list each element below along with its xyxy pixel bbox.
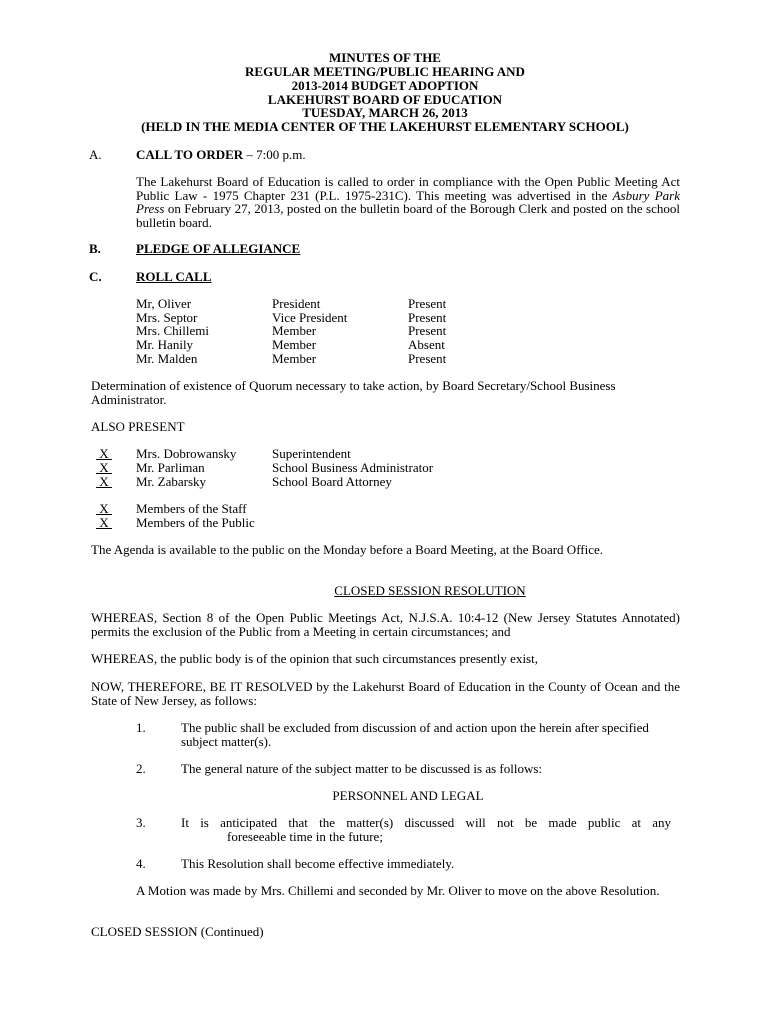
- title-line-6: (HELD IN THE MEDIA CENTER OF THE LAKEHURST ELEMENTARY SCHOOL): [141, 119, 629, 134]
- item-number: 4.: [136, 856, 146, 871]
- motion-paragraph: A Motion was made by Mrs. Chillemi and seconded by Mr. Oliver to move on the above Resolution.: [136, 883, 660, 898]
- closed-session-continued: CLOSED SESSION (Continued): [91, 924, 264, 939]
- item-number: 3.: [136, 815, 146, 830]
- member-name: Mr. Hanily: [136, 337, 194, 352]
- member-name: Mr. Malden: [136, 351, 198, 366]
- item-text: The public shall be excluded from discussion of and action upon the herein after specified subject matter(s).: [181, 720, 649, 749]
- person-title: School Business Administrator: [272, 460, 434, 475]
- item-text: This Resolution shall become effective immediately.: [181, 856, 455, 871]
- person-title: School Board Attorney: [272, 474, 392, 489]
- item-number: 2.: [136, 761, 146, 776]
- paragraph-text-end: on February 27, 2013, posted on the bulletin board of the Borough Clerk and posted on the school bulletin board.: [136, 201, 680, 230]
- call-to-order-time: – 7:00 p.m.: [243, 147, 306, 162]
- item-text-continued: foreseeable time in the future;: [227, 829, 383, 844]
- member-role: Member: [272, 337, 317, 352]
- member-role: Vice President: [272, 310, 348, 325]
- newspaper-name: Asbury Park Press: [136, 187, 680, 217]
- resolved-paragraph: NOW, THEREFORE, BE IT RESOLVED by the Lakehurst Board of Education in the County of Ocean and the State of New Jersey, as follows:: [91, 679, 680, 708]
- section-c-letter: C.: [89, 269, 102, 284]
- section-a-letter: A.: [89, 147, 102, 162]
- member-status: Present: [408, 323, 447, 338]
- member-name: Mrs. Chillemi: [136, 323, 209, 338]
- section-a-heading: [136, 148, 306, 162]
- paragraph-text: The Lakehurst Board of Education is called to order in compliance with the Open Public Meeting Act Public Law - 1975 Chapter 231 (P.L. 1975-231C). This meeting was advertised in the: [136, 174, 680, 203]
- title-line-4: LAKEHURST BOARD OF EDUCATION: [267, 92, 503, 107]
- person-name: Mr. Parliman: [136, 460, 205, 475]
- group-label: Members of the Public: [136, 515, 255, 530]
- person-title: Superintendent: [272, 446, 351, 461]
- checkmark: X: [96, 474, 112, 489]
- whereas-paragraph-1: WHEREAS, Section 8 of the Open Public Meetings Act, N.J.S.A. 10:4-12 (New Jersey Statutes Annotated) permits the exclusion of the Public from a Meeting in certain circumstances; and: [91, 610, 680, 639]
- member-status: Present: [408, 310, 447, 325]
- whereas-paragraph-2: WHEREAS, the public body is of the opinion that such circumstances presently exist,: [91, 651, 538, 666]
- item-number: 1.: [136, 720, 146, 735]
- checkmark: X: [96, 460, 112, 475]
- item-text: The general nature of the subject matter to be discussed is as follows:: [181, 761, 543, 776]
- person-name: Mr. Zabarsky: [136, 474, 207, 489]
- section-b-letter: B.: [89, 241, 101, 256]
- call-to-order-label: CALL TO ORDER: [136, 147, 244, 162]
- member-status: Present: [408, 296, 447, 311]
- person-name: Mrs. Dobrowansky: [136, 446, 237, 461]
- call-to-order-paragraph: [136, 175, 680, 229]
- also-present-heading: ALSO PRESENT: [91, 419, 185, 434]
- quorum-paragraph: Determination of existence of Quorum necessary to take action, by Board Secretary/School Business Administrator.: [91, 378, 616, 407]
- member-name: Mrs. Septor: [136, 310, 198, 325]
- checkmark: X: [96, 446, 112, 461]
- checkmark: X: [96, 515, 112, 530]
- title-line-1: MINUTES OF THE: [329, 50, 441, 65]
- title-line-2: REGULAR MEETING/PUBLIC HEARING AND: [245, 64, 525, 79]
- title-line-3: 2013-2014 BUDGET ADOPTION: [291, 78, 479, 93]
- group-label: Members of the Staff: [136, 501, 247, 516]
- agenda-paragraph: The Agenda is available to the public on the Monday before a Board Meeting, at the Board Office.: [91, 542, 604, 557]
- subject-matter: PERSONNEL AND LEGAL: [332, 788, 484, 803]
- item-text: It is anticipated that the matter(s) discussed will not be made public at any: [181, 815, 671, 830]
- member-status: Absent: [408, 337, 445, 352]
- roll-call-heading: ROLL CALL: [136, 269, 212, 284]
- closed-session-heading: CLOSED SESSION RESOLUTION: [334, 583, 526, 598]
- member-status: Present: [408, 351, 447, 366]
- checkmark: X: [96, 501, 112, 516]
- title-line-5: TUESDAY, MARCH 26, 2013: [302, 105, 468, 120]
- member-role: Member: [272, 323, 317, 338]
- member-role: President: [272, 296, 321, 311]
- member-role: Member: [272, 351, 317, 366]
- member-name: Mr, Oliver: [136, 296, 192, 311]
- pledge-heading: PLEDGE OF ALLEGIANCE: [136, 241, 301, 256]
